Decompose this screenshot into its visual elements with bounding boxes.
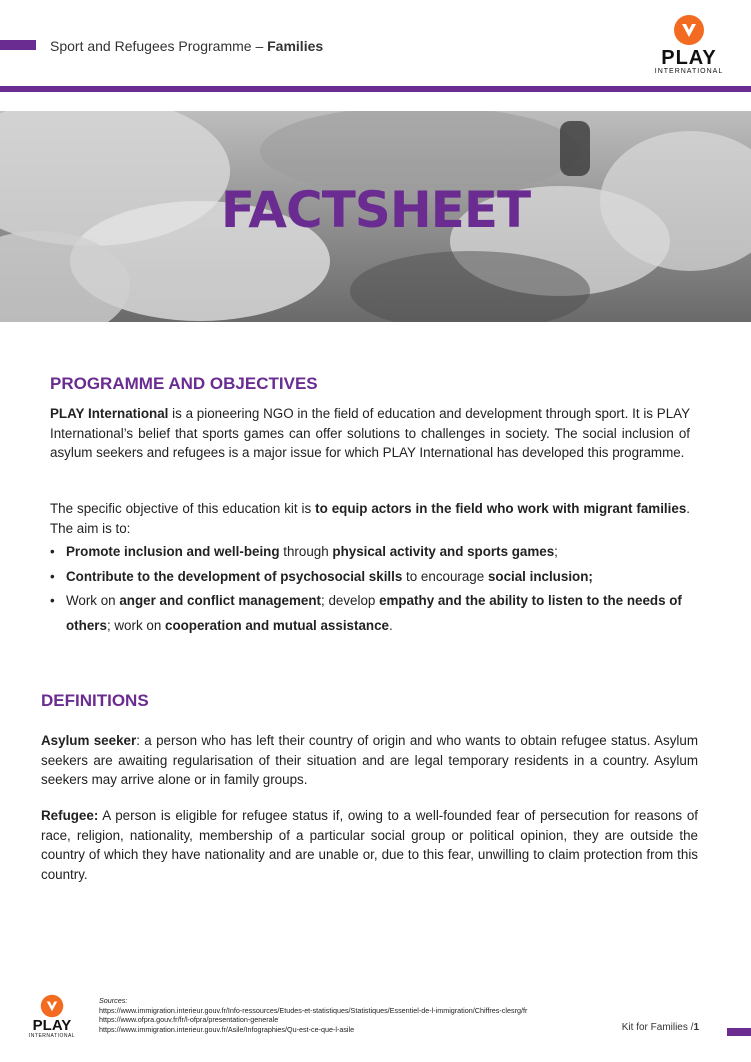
aim-item	[50, 565, 690, 590]
aim-bold: empathy and the ability to listen to the needs of others	[66, 593, 682, 633]
aim-bold: Promote inclusion and well-being	[66, 544, 280, 559]
footer-logo-subtitle: INTERNATIONAL	[28, 1033, 76, 1039]
source-link[interactable]: https://www.immigration.interieur.gouv.fr/Asile/Infographies/Qu-est-ce-que-l-asile	[99, 1024, 355, 1034]
header-programme: Sport and Refugees Programme –	[50, 38, 268, 54]
header-rule	[0, 86, 751, 92]
definition-text: : a person who has left their country of origin and who wants to obtain refugee status. Asylum seekers are awaiting regularisation of their situation and are legal temporary residents in a country. Asylum seekers may arrive alone or in family groups.	[41, 733, 698, 787]
definition-text: A person is eligible for refugee status if, owing to a well-founded fear of persecution for reasons of race, religion, nationality, membership of a particular social group or political opinion, they are outside the country of which they have nationality and are unable or, due to this fear, unwilling to claim protection from this country.	[41, 808, 698, 882]
aim-bold: Contribute to the development of psychosocial skills	[66, 568, 403, 584]
objective-text: The specific objective of this education kit is	[50, 501, 316, 516]
footer-logo-word: PLAY	[32, 1017, 72, 1034]
footer-logo	[27, 994, 77, 1039]
aim-text: .	[388, 617, 393, 633]
play-international-logo	[649, 14, 729, 76]
aim-text: to encourage	[402, 568, 488, 584]
play-logo-icon	[40, 994, 64, 1018]
aim-bold: anger and conflict management	[119, 593, 321, 608]
page-footer-label	[622, 1022, 699, 1033]
definition-refugee	[41, 806, 698, 884]
sources-label: Sources:	[99, 996, 128, 1005]
objective-bold: to equip actors in the field who work with migrant families	[315, 501, 687, 516]
factsheet-title: FACTSHEET	[220, 181, 531, 239]
play-logo-icon	[673, 14, 705, 46]
definition-asylum-seeker	[41, 731, 698, 790]
page-number: 1	[693, 1022, 699, 1033]
aim-bold: physical activity and sports games	[332, 544, 555, 559]
source-link[interactable]: https://www.immigration.interieur.gouv.fr/Info-ressources/Etudes-et-statistiques/Statistiques/Essentiel-de-l-immigration/Chiffres-clesrg/fr	[99, 1005, 528, 1015]
header-audience: Families	[267, 38, 324, 54]
aims-list	[50, 540, 690, 638]
aim-text: ;	[554, 544, 558, 559]
footer-accent-bar	[727, 1028, 751, 1036]
intro-text: is a pioneering NGO in the field of education and development through sport. It is PLAY International’s belief that sports games can offer solutions to challenges in society. The social inclusion of asylum seekers and refugees is a major issue for which PLAY International has developed this programme.	[50, 406, 691, 460]
aim-bold: cooperation and mutual assistance	[165, 617, 389, 633]
aim-bold: social inclusion;	[487, 568, 593, 584]
aim-text: ; work on	[106, 617, 165, 633]
logo-word: PLAY	[661, 47, 717, 69]
section-title-programme: PROGRAMME AND OBJECTIVES	[50, 374, 318, 393]
aim-text: through	[279, 544, 333, 559]
aim-text: ; develop	[321, 593, 380, 608]
source-link[interactable]: https://www.ofpra.gouv.fr/fr/l-ofpra/presentation-generale	[99, 1015, 279, 1024]
aim-item	[50, 589, 690, 638]
intro-paragraph	[50, 404, 690, 463]
aim-text: Work on	[66, 593, 120, 608]
hero-banner	[0, 111, 751, 322]
aim-item	[50, 540, 690, 565]
intro-org-name: PLAY International	[50, 406, 169, 421]
definition-term: Refugee:	[41, 808, 99, 823]
sources-block	[99, 996, 527, 1034]
definition-term: Asylum seeker	[41, 733, 137, 748]
logo-subtitle: INTERNATIONAL	[654, 68, 724, 75]
kit-label: Kit for Families /	[621, 1022, 694, 1033]
objective-paragraph	[50, 499, 690, 538]
section-title-definitions: DEFINITIONS	[41, 691, 149, 710]
header-title	[50, 38, 323, 54]
header-accent-bar	[0, 40, 36, 50]
objective-end: . The aim is to:	[50, 501, 691, 536]
